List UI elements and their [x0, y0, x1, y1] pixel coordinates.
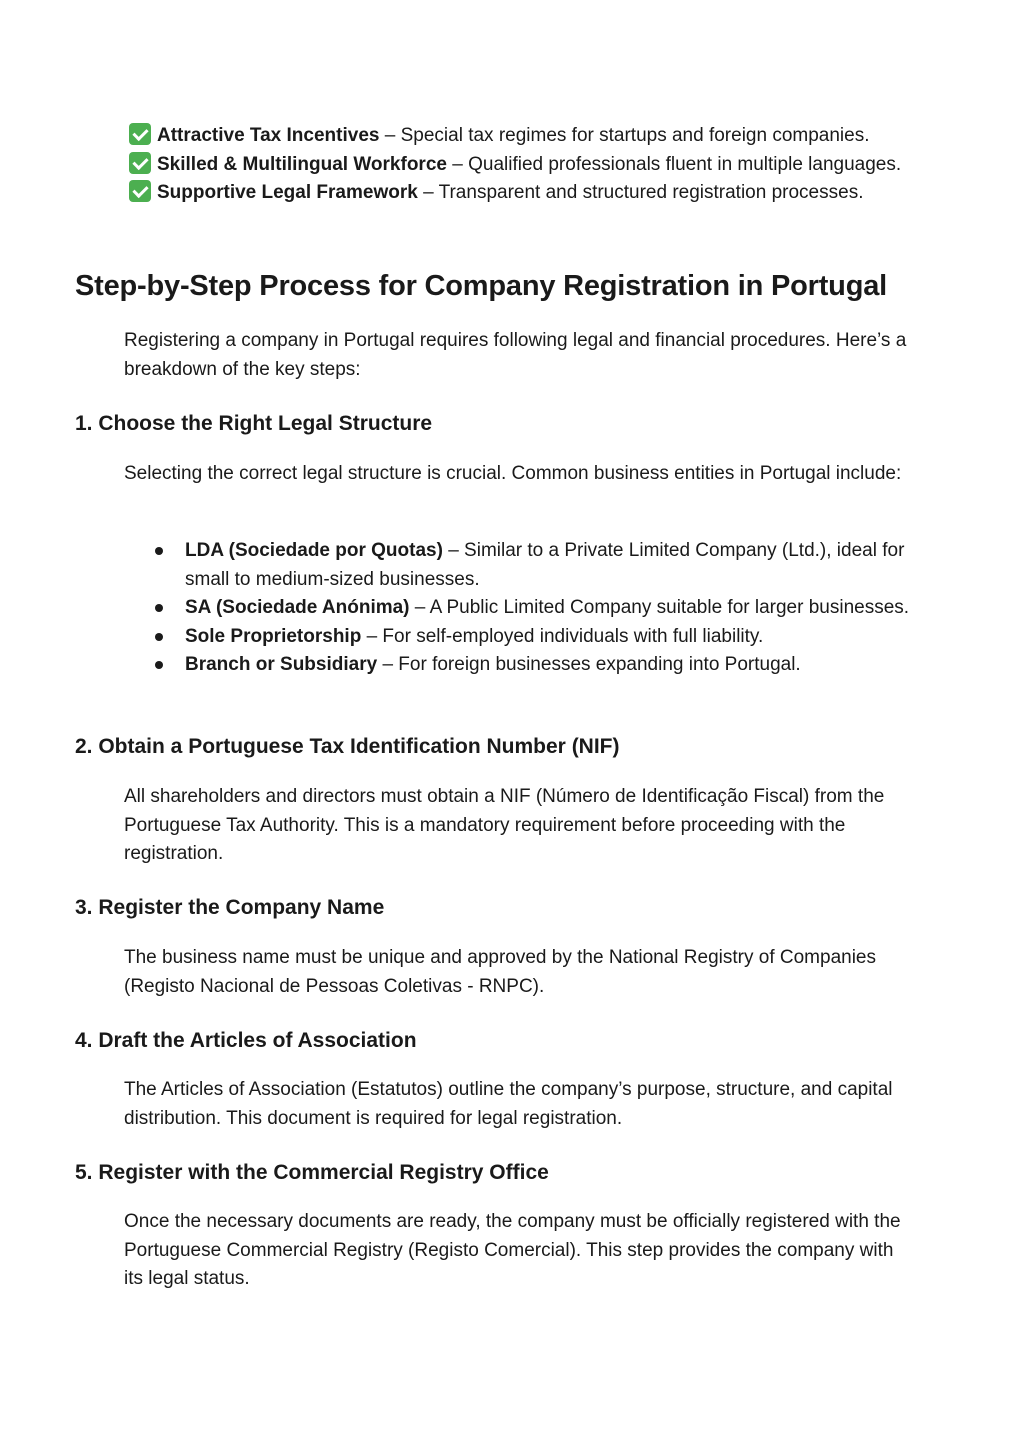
- entity-name: Branch or Subsidiary: [185, 654, 378, 675]
- benefit-item: [119, 151, 914, 180]
- entity-name: SA (Sociedade Anónima): [185, 597, 410, 618]
- step-heading: 1. Choose the Right Legal Structure: [75, 412, 433, 435]
- check-mark-icon: [129, 152, 151, 174]
- benefit-item: [124, 179, 914, 208]
- step-heading: 3. Register the Company Name: [75, 896, 385, 919]
- page-title: Step-by-Step Process for Company Registration in Portugal: [75, 270, 887, 302]
- bullet-icon: [155, 604, 163, 612]
- benefit-title: Attractive Tax Incentives: [157, 125, 380, 146]
- step-heading: 4. Draft the Articles of Association: [75, 1029, 417, 1052]
- benefit-title: Skilled & Multilingual Workforce: [157, 153, 447, 175]
- benefit-title: Supportive Legal Framework: [157, 182, 418, 203]
- benefits-list: [124, 122, 914, 208]
- bullet-icon: [155, 633, 163, 641]
- bullet-icon: [155, 661, 163, 669]
- legal-entity-list: [154, 537, 914, 680]
- intro-paragraph: Registering a company in Portugal requires following legal and financial procedures. Here’s a breakdown of the key steps:: [124, 330, 907, 380]
- list-item: [154, 651, 914, 680]
- entity-description: – Similar to a Private Limited Company (Ltd.), ideal for small to medium-sized businesses.: [185, 540, 905, 590]
- bullet-icon: [155, 547, 163, 555]
- entity-description: – For self-employed individuals with full liability.: [361, 625, 764, 647]
- benefit-description: – Transparent and structured registration processes.: [417, 182, 864, 203]
- step-heading: 2. Obtain a Portuguese Tax Identification Number (NIF): [75, 735, 620, 758]
- entity-name: Sole Proprietorship: [185, 625, 362, 647]
- step-paragraph: The business name must be unique and approved by the National Registry of Companies (Registo Nacional de Pessoas Coletivas - RNPC).: [124, 947, 876, 997]
- step-paragraph: Selecting the correct legal structure is crucial. Common business entities in Portugal include:: [124, 463, 902, 484]
- step-paragraph: The Articles of Association (Estatutos) outline the company’s purpose, structure, and capital distribution. This document is required for legal registration.: [124, 1079, 893, 1129]
- check-mark-icon: [129, 180, 151, 202]
- entity-description: – For foreign businesses expanding into Portugal.: [377, 654, 801, 675]
- step-paragraph: All shareholders and directors must obtain a NIF (Número de Identificação Fiscal) from the Portuguese Tax Authority. This is a mandatory requirement before proceeding with the registration.: [124, 786, 885, 864]
- list-item: [154, 594, 914, 623]
- benefit-item: [124, 122, 914, 151]
- entity-name: LDA (Sociedade por Quotas): [185, 540, 443, 561]
- step-paragraph: Once the necessary documents are ready, the company must be officially registered with the Portuguese Commercial Registry (Registo Comercial). This step provides the company with its legal status.: [124, 1211, 901, 1289]
- list-item: [154, 537, 914, 594]
- entity-description: – A Public Limited Company suitable for larger businesses.: [409, 597, 910, 618]
- list-item: [154, 623, 914, 652]
- benefit-description: – Special tax regimes for startups and foreign companies.: [379, 125, 870, 146]
- check-mark-icon: [129, 123, 151, 145]
- step-heading: 5. Register with the Commercial Registry Office: [75, 1161, 549, 1184]
- benefit-description: – Qualified professionals fluent in multiple languages.: [446, 153, 902, 175]
